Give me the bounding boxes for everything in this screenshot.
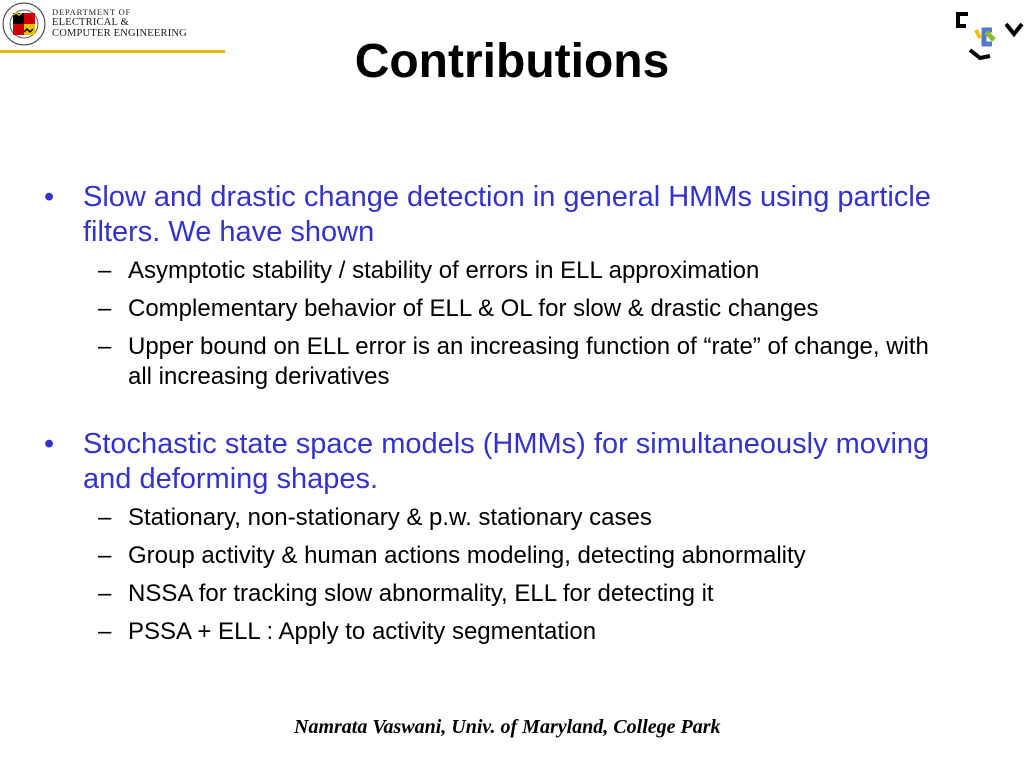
slide-content xyxy=(44,180,1004,655)
sub-bullet-text: NSSA for tracking slow abnormality, ELL for detecting it xyxy=(128,580,714,607)
sub-bullet-item xyxy=(98,617,1004,647)
sub-bullet-item xyxy=(98,579,1004,609)
sub-bullet-text: Stationary, non-stationary & p.w. stationary cases xyxy=(128,504,652,531)
sub-bullet-item xyxy=(98,332,1004,392)
sub-bullet-list xyxy=(44,503,1004,647)
bullet-dot-icon: • xyxy=(44,181,55,213)
sub-bullet-item xyxy=(98,294,1004,324)
bullet-text: Slow and drastic change detection in general HMMs using particle filters. We have shown xyxy=(83,181,931,248)
department-line-2: ELECTRICAL & xyxy=(52,16,129,28)
sub-bullet-text: Group activity & human actions modeling, detecting abnormality xyxy=(128,542,806,569)
dash-icon: – xyxy=(98,618,112,645)
bullet-group-2 xyxy=(44,427,1004,647)
department-line-1: DEPARTMENT OF xyxy=(52,7,132,17)
bullet-item xyxy=(44,427,1004,497)
sub-bullet-text: PSSA + ELL : Apply to activity segmentation xyxy=(128,618,597,645)
sub-bullet-item xyxy=(98,541,1004,571)
dash-icon: – xyxy=(98,580,112,607)
bullet-dot-icon: • xyxy=(44,428,55,460)
bullet-item xyxy=(44,180,1004,250)
slide-title: Contributions xyxy=(354,35,670,88)
sub-bullet-item xyxy=(98,503,1004,533)
footer-attribution: Namrata Vaswani, Univ. of Maryland, College Park xyxy=(294,716,721,738)
bullet-group-1 xyxy=(44,180,1004,392)
sub-bullet-text: Asymptotic stability / stability of errors in ELL approximation xyxy=(128,257,760,284)
sub-bullet-text: Complementary behavior of ELL & OL for slow & drastic changes xyxy=(128,295,819,322)
sub-bullet-list xyxy=(44,256,1004,392)
dash-icon: – xyxy=(98,295,112,322)
sub-bullet-item xyxy=(98,256,1004,286)
sub-bullet-text: Upper bound on ELL error is an increasing function of “rate” of change, with all increasing derivatives xyxy=(128,333,929,390)
dash-icon: – xyxy=(98,257,112,284)
dash-icon: – xyxy=(98,333,112,360)
bullet-text: Stochastic state space models (HMMs) for simultaneously moving and deforming shapes. xyxy=(83,428,930,495)
department-line-3: COMPUTER ENGINEERING xyxy=(52,28,187,39)
dash-icon: – xyxy=(98,542,112,569)
dash-icon: – xyxy=(98,504,112,531)
